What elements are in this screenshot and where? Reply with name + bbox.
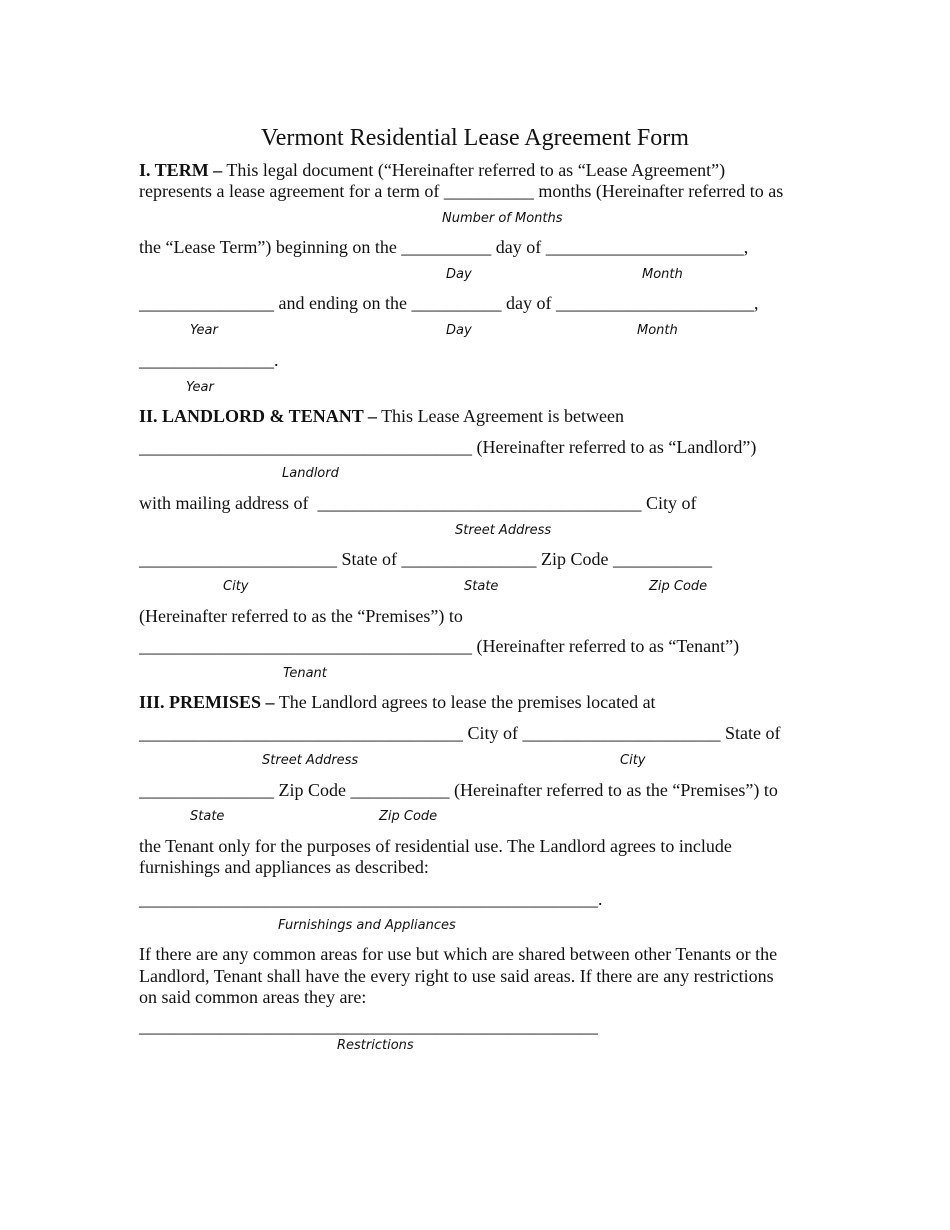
term-line-1: I. TERM – This legal document (“Hereinafter referred to as “Lease Agreement”)	[139, 160, 726, 180]
caption-tenant: Tenant	[283, 666, 327, 681]
caption-month: Month	[637, 323, 678, 338]
caption-street-address: Street Address	[455, 523, 552, 538]
caption-day: Day	[446, 323, 472, 338]
landlord-tenant-line-6: _____________________________________ (Hereinafter referred to as “Tenant”)	[139, 636, 740, 656]
caption-city: City	[223, 579, 249, 594]
premises-line-2: ____________________________________ City of ______________________ State of	[139, 723, 781, 743]
premises-heading: III. PREMISES –	[139, 692, 275, 712]
caption-city: City	[620, 753, 646, 768]
caption-landlord: Landlord	[282, 466, 339, 481]
premises-line-7: If there are any common areas for use but which are shared between other Tenants or the	[139, 944, 778, 964]
landlord-tenant-line-5: (Hereinafter referred to as the “Premises”) to	[139, 606, 463, 626]
caption-zip-code: Zip Code	[649, 579, 708, 594]
caption-state: State	[190, 809, 225, 824]
caption-day: Day	[446, 267, 472, 282]
caption-year: Year	[190, 323, 218, 338]
caption-furnishings: Furnishings and Appliances	[278, 918, 456, 933]
landlord-tenant-line-1: II. LANDLORD & TENANT – This Lease Agreement is between	[139, 406, 624, 426]
caption-zip-code: Zip Code	[379, 809, 438, 824]
premises-line-6: ___________________________________________________.	[139, 889, 603, 909]
premises-line-1: III. PREMISES – The Landlord agrees to lease the premises located at	[139, 692, 656, 712]
premises-line-9: on said common areas they are:	[139, 987, 367, 1007]
landlord-tenant-line-3: with mailing address of ____________________________________ City of	[139, 493, 697, 513]
premises-line-4: the Tenant only for the purposes of residential use. The Landlord agrees to include	[139, 836, 732, 856]
premises-line-5: furnishings and appliances as described:	[139, 857, 429, 877]
caption-restrictions: Restrictions	[337, 1038, 414, 1053]
caption-number-of-months: Number of Months	[442, 211, 563, 226]
landlord-tenant-line-4: ______________________ State of _______________ Zip Code ___________	[139, 549, 712, 569]
term-heading: I. TERM –	[139, 160, 223, 180]
document-title: Vermont Residential Lease Agreement Form	[261, 125, 689, 151]
term-line-4: _______________ and ending on the __________ day of ______________________,	[139, 293, 759, 313]
landlord-tenant-heading: II. LANDLORD & TENANT –	[139, 406, 377, 426]
term-line-2: represents a lease agreement for a term of __________ months (Hereinafter referred to as	[139, 181, 784, 201]
caption-month: Month	[642, 267, 683, 282]
landlord-tenant-line-2: _____________________________________ (Hereinafter referred to as “Landlord”)	[139, 437, 757, 457]
premises-line-10: ___________________________________________________	[139, 1016, 598, 1036]
term-line-5: _______________.	[139, 350, 279, 370]
caption-year: Year	[186, 380, 214, 395]
premises-line-8: Landlord, Tenant shall have the every right to use said areas. If there are any restrictions	[139, 966, 774, 986]
caption-street-address: Street Address	[262, 753, 359, 768]
caption-state: State	[464, 579, 499, 594]
term-line-3: the “Lease Term”) beginning on the __________ day of ______________________,	[139, 237, 749, 257]
premises-line-3: _______________ Zip Code ___________ (Hereinafter referred to as the “Premises”) to	[139, 780, 778, 800]
